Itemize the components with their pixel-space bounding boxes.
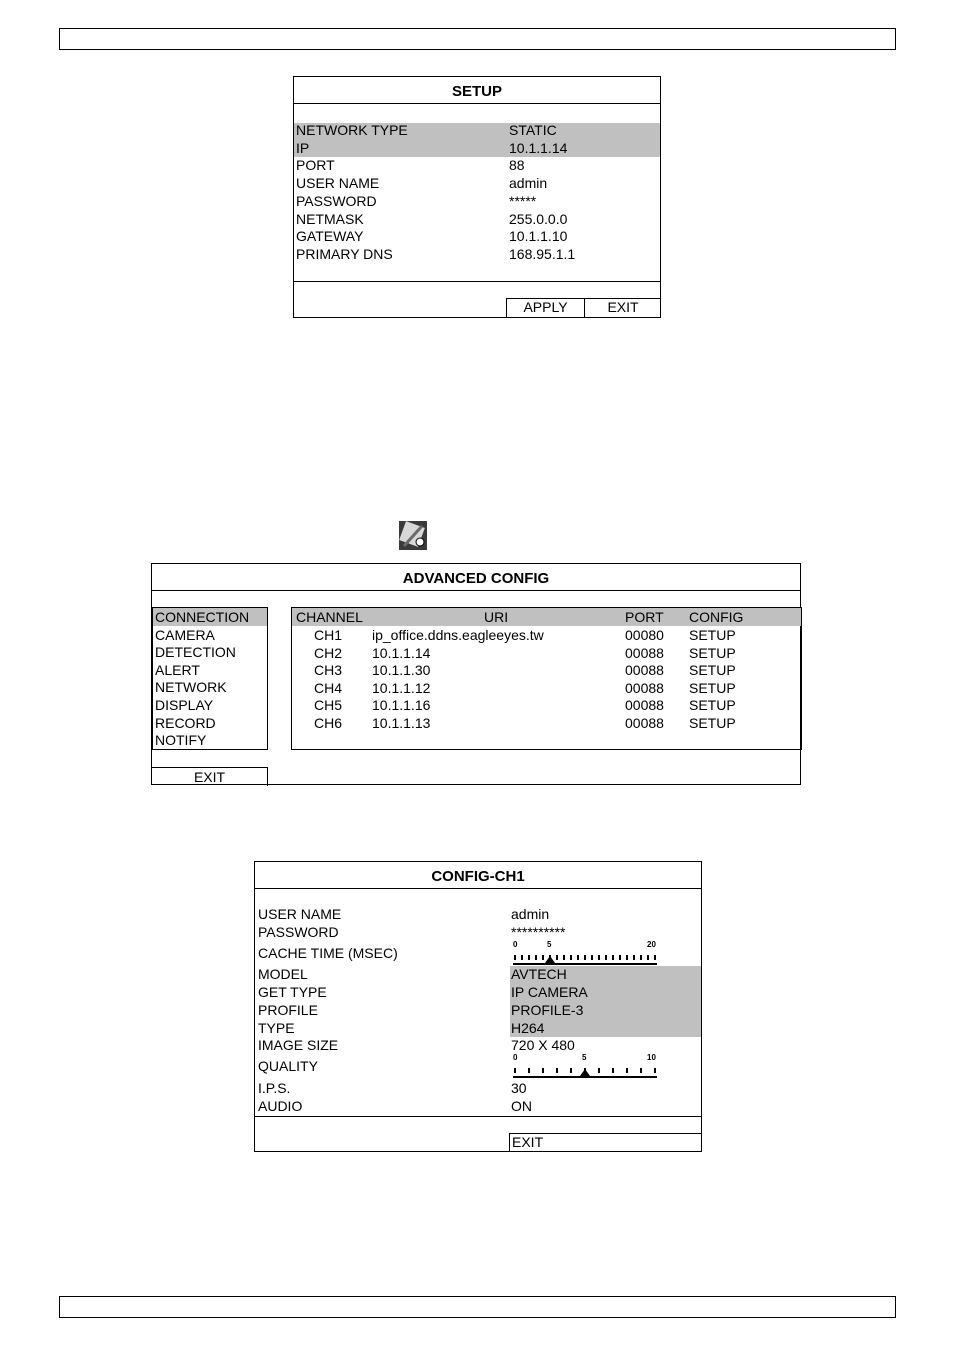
uri-cell: ip_office.ddns.eagleeyes.tw (372, 627, 544, 643)
ips-label: I.P.S. (258, 1080, 291, 1096)
ips-value[interactable]: 30 (511, 1080, 527, 1096)
quality-label: QUALITY (258, 1058, 318, 1074)
config-setup-link[interactable]: SETUP (689, 679, 736, 696)
advanced-exit-button[interactable]: EXIT (152, 767, 268, 786)
config-setup-link[interactable]: SETUP (689, 715, 736, 731)
image-size-value[interactable]: 720 X 480 (511, 1037, 575, 1053)
header-channel: CHANNEL (296, 609, 363, 625)
slider-tick (556, 1068, 558, 1073)
setup-row-label: NETWORK TYPE (296, 122, 408, 138)
network-tool-icon (398, 520, 428, 551)
menu-item-alert[interactable]: ALERT (155, 661, 200, 678)
slider-tick (612, 955, 614, 960)
audio-label: AUDIO (258, 1098, 303, 1114)
setup-row-label: PORT (296, 157, 335, 174)
slider-tick (528, 1068, 530, 1073)
audio-value[interactable]: ON (511, 1098, 532, 1114)
cache-slider-handle[interactable] (545, 956, 555, 963)
uri-cell: 10.1.1.16 (372, 697, 431, 714)
config-setup-link[interactable]: SETUP (689, 697, 736, 714)
channel-cell: CH6 (314, 715, 343, 731)
slider-tick (619, 955, 621, 960)
slider-tick (626, 955, 628, 960)
setup-row-value[interactable]: admin (509, 175, 548, 192)
menu-item-connection[interactable]: CONNECTION (155, 609, 250, 625)
get-type-value[interactable]: IP CAMERA (511, 984, 588, 1000)
slider-tick (570, 1068, 572, 1073)
channel-cell: CH3 (314, 662, 343, 679)
port-cell: 00088 (625, 697, 664, 714)
slider-tick (535, 955, 537, 960)
slider-tick (542, 1068, 544, 1073)
password-label: PASSWORD (258, 924, 339, 940)
setup-row-value[interactable]: 10.1.1.14 (509, 139, 568, 156)
slider-tick (528, 955, 530, 960)
setup-dialog (293, 76, 661, 318)
setup-row-label: USER NAME (296, 175, 380, 192)
slider-tick (598, 1068, 600, 1073)
slider-tick (521, 955, 523, 960)
config-exit-button[interactable]: EXIT (512, 1134, 544, 1150)
menu-item-detection[interactable]: DETECTION (155, 644, 236, 661)
slider-tick (612, 1068, 614, 1073)
slider-tick (584, 955, 586, 960)
slider-tick (542, 955, 544, 960)
setup-row-value[interactable]: 168.95.1.1 (509, 245, 576, 262)
slider-tick (654, 955, 656, 960)
quality-scale-mid: 5 (582, 1053, 587, 1062)
cache-time-label: CACHE TIME (MSEC) (258, 945, 398, 961)
menu-item-record[interactable]: RECORD (155, 714, 216, 731)
profile-label: PROFILE (258, 1002, 318, 1018)
slider-tick (605, 955, 607, 960)
config-setup-link[interactable]: SETUP (689, 627, 736, 643)
slider-tick (570, 955, 572, 960)
channel-cell: CH2 (314, 644, 343, 661)
setup-row-label: IP (296, 139, 310, 156)
slider-tick (640, 955, 642, 960)
channel-cell: CH1 (314, 627, 343, 643)
uri-cell: 10.1.1.14 (372, 644, 431, 661)
image-size-label: IMAGE SIZE (258, 1037, 339, 1053)
header-config: CONFIG (689, 609, 744, 625)
slider-tick (514, 955, 516, 960)
advanced-config-title: ADVANCED CONFIG (402, 570, 550, 587)
setup-row-label: PRIMARY DNS (296, 245, 393, 262)
setup-row-value[interactable]: 10.1.1.10 (509, 228, 568, 245)
quality-slider[interactable] (511, 1053, 661, 1079)
user-name-value[interactable]: admin (511, 906, 550, 922)
channel-table (291, 607, 802, 750)
cache-scale-min: 0 (513, 940, 518, 949)
channel-cell: CH5 (314, 697, 343, 714)
slider-tick (640, 1068, 642, 1073)
config-title: CONFIG-CH1 (431, 868, 525, 885)
slider-tick (591, 955, 593, 960)
header-port: PORT (625, 609, 664, 625)
slider-tick (598, 955, 600, 960)
setup-row-label: PASSWORD (296, 192, 377, 209)
type-value[interactable]: H264 (511, 1020, 545, 1036)
cache-time-slider[interactable] (511, 940, 661, 966)
model-value[interactable]: AVTECH (511, 966, 567, 982)
uri-cell: 10.1.1.13 (372, 715, 431, 731)
quality-slider-handle[interactable] (580, 1069, 590, 1076)
cache-scale-mid: 5 (547, 940, 552, 949)
channel-cell: CH4 (314, 679, 343, 696)
setup-row-label: NETMASK (296, 210, 364, 227)
setup-title: SETUP (451, 83, 502, 100)
setup-row-value[interactable]: 255.0.0.0 (509, 210, 568, 227)
menu-item-camera[interactable]: CAMERA (155, 626, 215, 643)
page-header-frame (59, 28, 896, 50)
uri-cell: 10.1.1.12 (372, 679, 431, 696)
header-uri: URI (484, 609, 509, 625)
port-cell: 00080 (625, 627, 664, 643)
config-ch1-dialog (254, 861, 702, 1152)
advanced-config-dialog (151, 563, 801, 785)
port-cell: 00088 (625, 662, 664, 679)
setup-row-value[interactable]: STATIC (509, 122, 557, 138)
port-cell: 00088 (625, 679, 664, 696)
menu-item-network[interactable]: NETWORK (155, 679, 227, 696)
config-setup-link[interactable]: SETUP (689, 644, 736, 661)
port-cell: 00088 (625, 644, 664, 661)
profile-value[interactable]: PROFILE-3 (511, 1002, 584, 1018)
slider-tick (654, 1068, 656, 1073)
type-label: TYPE (258, 1020, 295, 1036)
slider-tick (577, 955, 579, 960)
apply-button[interactable]: APPLY (523, 299, 568, 315)
setup-row-value[interactable]: 88 (509, 157, 525, 174)
setup-exit-button[interactable]: EXIT (607, 299, 639, 315)
model-label: MODEL (258, 966, 308, 982)
advanced-menu (152, 607, 268, 750)
slider-tick (647, 955, 649, 960)
slider-tick (514, 1068, 516, 1073)
get-type-label: GET TYPE (258, 984, 327, 1000)
config-setup-link[interactable]: SETUP (689, 662, 736, 679)
uri-cell: 10.1.1.30 (372, 662, 431, 679)
menu-item-display[interactable]: DISPLAY (155, 697, 214, 713)
menu-item-notify[interactable]: NOTIFY (155, 732, 207, 749)
setup-row-value[interactable]: ***** (509, 192, 537, 209)
slider-tick (563, 955, 565, 960)
port-cell: 00088 (625, 715, 664, 731)
slider-tick (556, 955, 558, 960)
quality-scale-max: 10 (647, 1053, 656, 1062)
setup-row-label: GATEWAY (296, 228, 364, 245)
page-footer-frame (59, 1296, 896, 1318)
cache-scale-max: 20 (647, 940, 656, 949)
quality-scale-min: 0 (513, 1053, 518, 1062)
user-name-label: USER NAME (258, 906, 342, 922)
password-value[interactable]: ********** (511, 924, 566, 940)
slider-tick (626, 1068, 628, 1073)
slider-tick (633, 955, 635, 960)
